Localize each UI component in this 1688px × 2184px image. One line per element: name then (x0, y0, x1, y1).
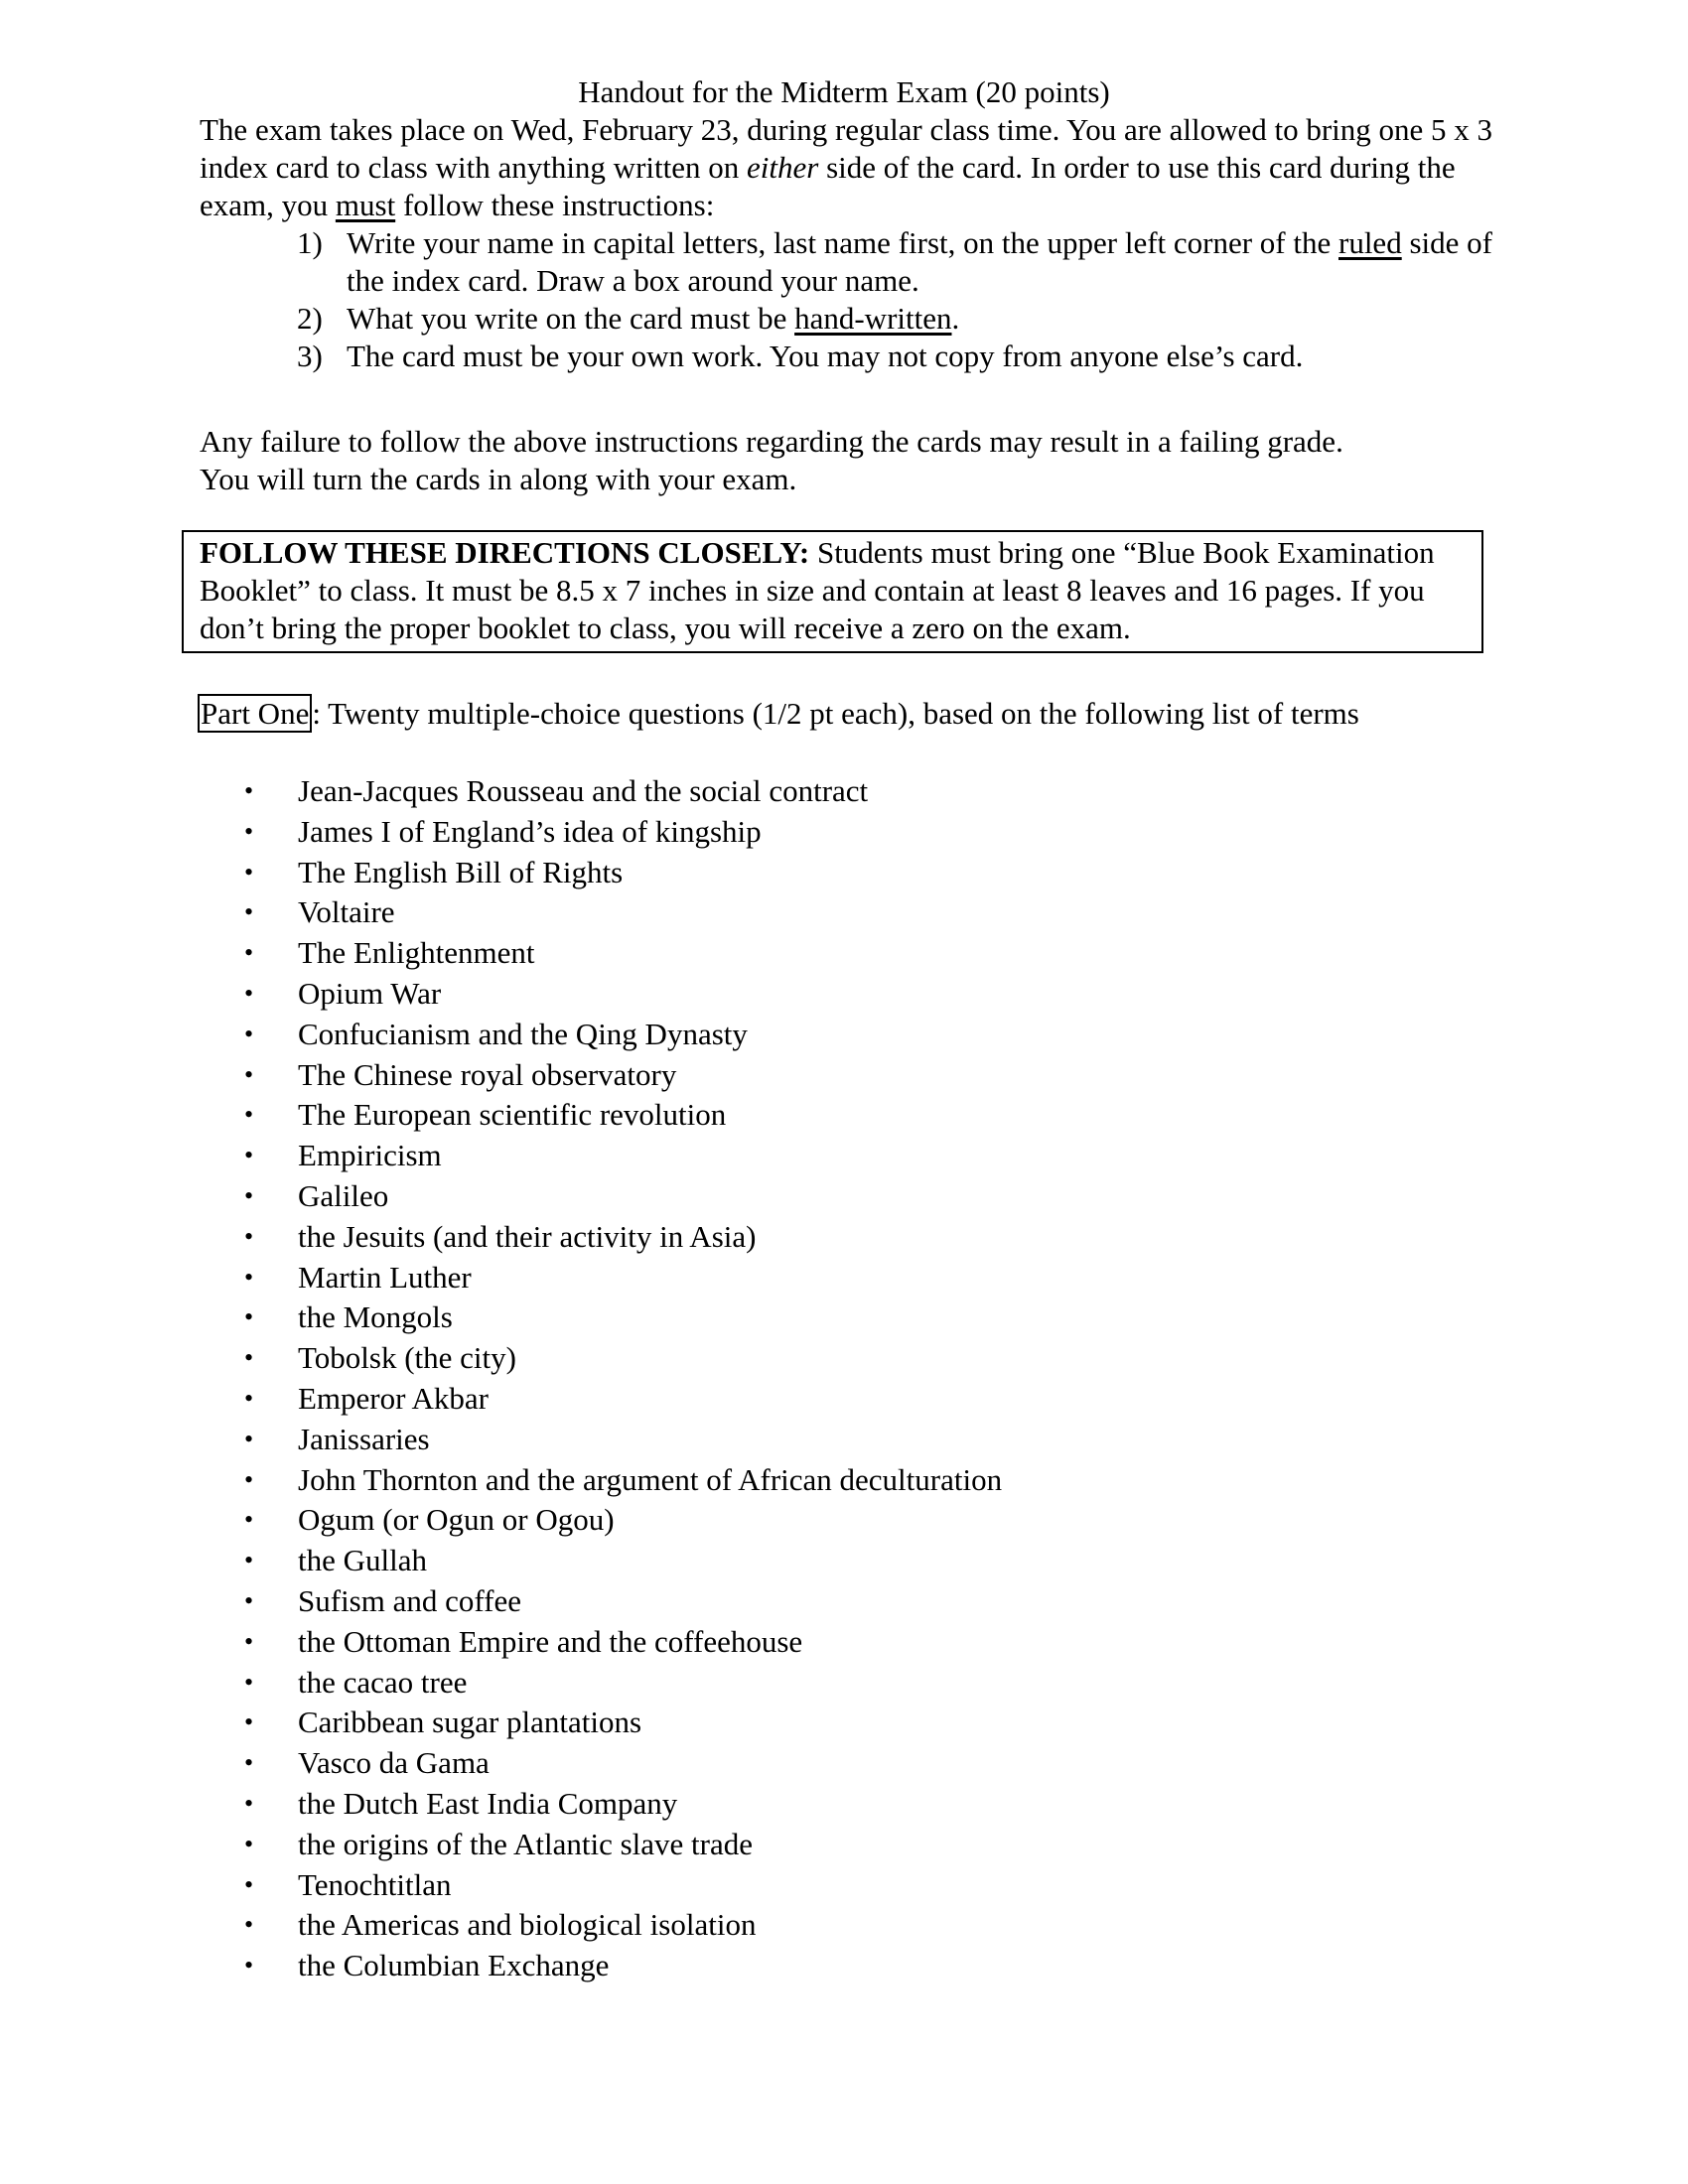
intro-paragraph (200, 111, 1510, 224)
list-item (244, 933, 1436, 974)
bullet-icon: • (244, 1748, 254, 1778)
intro-underline: must (335, 188, 396, 222)
list-item (244, 1136, 1436, 1176)
list-item (244, 1784, 1436, 1825)
list-item (244, 1338, 1436, 1379)
list-item (244, 892, 1436, 933)
bullet-icon: • (244, 1626, 254, 1656)
term-text: Opium War (298, 975, 442, 1011)
list-item (244, 1015, 1436, 1055)
warning-line: You will turn the cards in along with your exam. (200, 462, 797, 496)
part-one-label: Part One (198, 694, 312, 733)
warning-line: Any failure to follow the above instructions regarding the cards may result in a failing grade. (200, 424, 1343, 459)
term-text: the origins of the Atlantic slave trade (298, 1826, 753, 1861)
instruction-text: What you write on the card must be (347, 301, 795, 336)
term-text: Sufism and coffee (298, 1582, 521, 1618)
instruction-underline: hand-written (794, 301, 952, 336)
list-item (244, 1379, 1436, 1420)
term-text: the Jesuits (and their activity in Asia) (298, 1218, 757, 1254)
list-item (244, 1297, 1436, 1338)
list-item (244, 974, 1436, 1015)
intro-text-2: side of the card. In order to use this card during the exam, you (200, 150, 1456, 222)
list-item (244, 1460, 1436, 1501)
list-item (244, 1095, 1436, 1136)
bullet-icon: • (244, 1951, 254, 1980)
term-text: The Enlightenment (298, 935, 535, 971)
bullet-icon: • (244, 1100, 254, 1130)
bullet-icon: • (244, 1707, 254, 1737)
part-one-description: : Twenty multiple-choice questions (1/2 pt each), based on the following list of terms (312, 696, 1359, 731)
term-text: Janissaries (298, 1421, 430, 1456)
bullet-icon: • (244, 776, 254, 805)
bullet-icon: • (244, 1383, 254, 1413)
term-text: Jean-Jacques Rousseau and the social contract (298, 773, 869, 808)
term-text: Ogum (or Ogun or Ogou) (298, 1502, 615, 1538)
booklet-callout-box (182, 530, 1483, 653)
bullet-icon: • (244, 857, 254, 887)
term-text: Emperor Akbar (298, 1380, 489, 1416)
instruction-number: 3) (297, 339, 323, 373)
list-item (244, 1420, 1436, 1460)
list-item (244, 1500, 1436, 1541)
term-text: the Dutch East India Company (298, 1785, 678, 1821)
instruction-list (200, 224, 1510, 375)
bullet-icon: • (244, 1788, 254, 1818)
terms-list (244, 771, 1436, 1986)
term-text: The English Bill of Rights (298, 854, 624, 889)
list-item (244, 1865, 1436, 1906)
bullet-icon: • (244, 1585, 254, 1615)
bullet-icon: • (244, 938, 254, 968)
instruction-text-end: side of the index card. Draw a box around your name. (347, 225, 1492, 298)
list-item (244, 1663, 1436, 1704)
list-item (244, 1581, 1436, 1622)
instruction-item (200, 300, 1510, 338)
instruction-text: The card must be your own work. You may not copy from anyone else’s card. (347, 339, 1304, 373)
bullet-icon: • (244, 1546, 254, 1575)
bullet-icon: • (244, 1019, 254, 1048)
bullet-icon: • (244, 897, 254, 927)
list-item (244, 1743, 1436, 1784)
term-text: the Gullah (298, 1543, 427, 1578)
list-item (244, 1541, 1436, 1581)
term-text: the Mongols (298, 1299, 453, 1335)
list-item (244, 1055, 1436, 1096)
callout-lead: FOLLOW THESE DIRECTIONS CLOSELY: (200, 535, 810, 570)
bullet-icon: • (244, 1869, 254, 1899)
bullet-icon: • (244, 1667, 254, 1697)
term-text: Confucianism and the Qing Dynasty (298, 1016, 748, 1051)
list-item (244, 1905, 1436, 1946)
list-item (244, 1825, 1436, 1865)
instruction-item (200, 224, 1510, 300)
bullet-icon: • (244, 1829, 254, 1858)
bullet-icon: • (244, 1180, 254, 1210)
term-text: Tenochtitlan (298, 1866, 452, 1902)
term-text: Voltaire (298, 894, 395, 930)
callout-body: Students must bring one “Blue Book Examination Booklet” to class. It must be 8.5 x 7 inches in size and contain at least 8 leaves and 16 pages. If you don’t bring the proper booklet to class, you will receive a zero on the exam. (200, 535, 1435, 645)
bullet-icon: • (244, 1059, 254, 1089)
intro-section (200, 111, 1510, 375)
instruction-text-end: . (951, 301, 960, 336)
bullet-icon: • (244, 1505, 254, 1535)
term-text: Vasco da Gama (298, 1745, 490, 1781)
list-item (244, 1703, 1436, 1743)
term-text: Martin Luther (298, 1259, 472, 1295)
list-item (244, 1217, 1436, 1258)
instruction-item (200, 338, 1510, 375)
term-text: the Columbian Exchange (298, 1948, 610, 1983)
term-text: Galileo (298, 1177, 389, 1213)
part-one-heading (198, 695, 1518, 733)
callout-paragraph (200, 534, 1470, 647)
bullet-icon: • (244, 1221, 254, 1251)
list-item (244, 1622, 1436, 1663)
term-text: Tobolsk (the city) (298, 1340, 516, 1376)
bullet-icon: • (244, 1464, 254, 1494)
bullet-icon: • (244, 978, 254, 1008)
term-text: James I of England’s idea of kingship (298, 813, 762, 849)
instruction-number: 2) (297, 301, 323, 336)
bullet-icon: • (244, 1424, 254, 1453)
intro-text-3: follow these instructions: (395, 188, 715, 222)
list-item (244, 1176, 1436, 1217)
bullet-icon: • (244, 1141, 254, 1170)
term-text: Caribbean sugar plantations (298, 1705, 642, 1740)
list-item (244, 812, 1436, 853)
term-text: John Thornton and the argument of African deculturation (298, 1461, 1003, 1497)
term-text: Empiricism (298, 1138, 442, 1173)
list-item (244, 1258, 1436, 1298)
instruction-text: Write your name in capital letters, last name first, on the upper left corner of the (347, 225, 1338, 260)
intro-text-1: The exam takes place on Wed, February 23, during regular class time. You are allowed to bring one 5 x 3 index card to class with anything written on (200, 112, 1493, 185)
warning-section (200, 423, 1510, 498)
term-text: the Ottoman Empire and the coffeehouse (298, 1623, 803, 1659)
instruction-underline: ruled (1338, 225, 1402, 260)
bullet-icon: • (244, 816, 254, 846)
list-item (244, 771, 1436, 812)
bullet-icon: • (244, 1262, 254, 1292)
bullet-icon: • (244, 1302, 254, 1332)
page-title: Handout for the Midterm Exam (20 points) (578, 74, 1110, 109)
list-item (244, 1946, 1436, 1986)
list-item (244, 853, 1436, 893)
term-text: the cacao tree (298, 1664, 468, 1700)
intro-emphasis: either (747, 150, 819, 185)
bullet-icon: • (244, 1910, 254, 1940)
instruction-number: 1) (297, 225, 323, 260)
term-text: The Chinese royal observatory (298, 1056, 677, 1092)
term-text: The European scientific revolution (298, 1097, 727, 1133)
term-text: the Americas and biological isolation (298, 1907, 757, 1943)
bullet-icon: • (244, 1343, 254, 1373)
